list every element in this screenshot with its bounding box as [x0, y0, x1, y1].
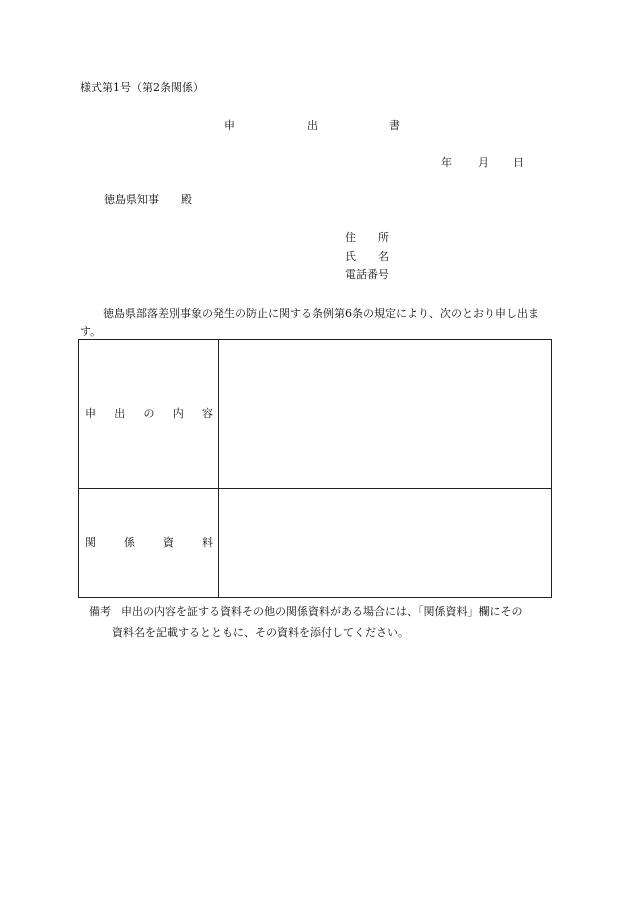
address-label [345, 231, 389, 245]
content-label [85, 407, 213, 421]
name-label-char-2: 名 [378, 250, 389, 263]
content-field[interactable] [221, 344, 549, 484]
form-table [78, 339, 552, 598]
name-label [345, 250, 389, 264]
addressee [104, 193, 192, 207]
materials-label-char: 係 [124, 536, 135, 549]
content-label-char: 出 [114, 407, 126, 420]
materials-label-char: 料 [202, 536, 213, 549]
materials-label [85, 536, 213, 550]
phone-label: 電話番号 [345, 268, 389, 281]
materials-label-char: 資 [163, 536, 174, 549]
table-column-divider [218, 340, 219, 597]
content-label-char: 申 [85, 407, 96, 420]
remarks [89, 601, 559, 643]
name-label-char-1: 氏 [345, 250, 356, 263]
title-char-2: 出 [307, 119, 318, 132]
document-title [0, 119, 630, 133]
addressee-name: 徳島県知事 [104, 193, 159, 206]
materials-field[interactable] [221, 492, 549, 594]
title-char-3: 書 [389, 119, 400, 132]
date-day-label: 日 [513, 156, 524, 169]
content-label-char: 容 [202, 407, 213, 420]
body-text: 徳島県部落差別事象の発生の防止に関する条例第6条の規定により、次のとおり申し出ます。 [80, 307, 539, 338]
content-label-char: 内 [172, 407, 184, 420]
table-row-divider [79, 488, 551, 489]
remarks-line-1 [89, 601, 559, 622]
addressee-honorific: 殿 [181, 193, 192, 206]
content-label-char: の [143, 407, 155, 420]
date-month-label: 月 [478, 156, 489, 169]
form-number: 様式第1号（第2条関係） [80, 81, 204, 94]
title-char-1: 申 [224, 119, 235, 132]
address-label-char-2: 所 [378, 231, 389, 244]
remarks-heading: 備考 [89, 605, 111, 618]
remarks-text-1: 申出の内容を証する資料その他の関係資料がある場合には、「関係資料」欄にその [121, 605, 523, 618]
date-year-label: 年 [441, 156, 452, 169]
materials-label-char: 関 [85, 536, 96, 549]
remarks-line-2: 資料名を記載するとともに、その資料を添付してください。 [112, 626, 409, 639]
address-label-char-1: 住 [345, 231, 356, 244]
